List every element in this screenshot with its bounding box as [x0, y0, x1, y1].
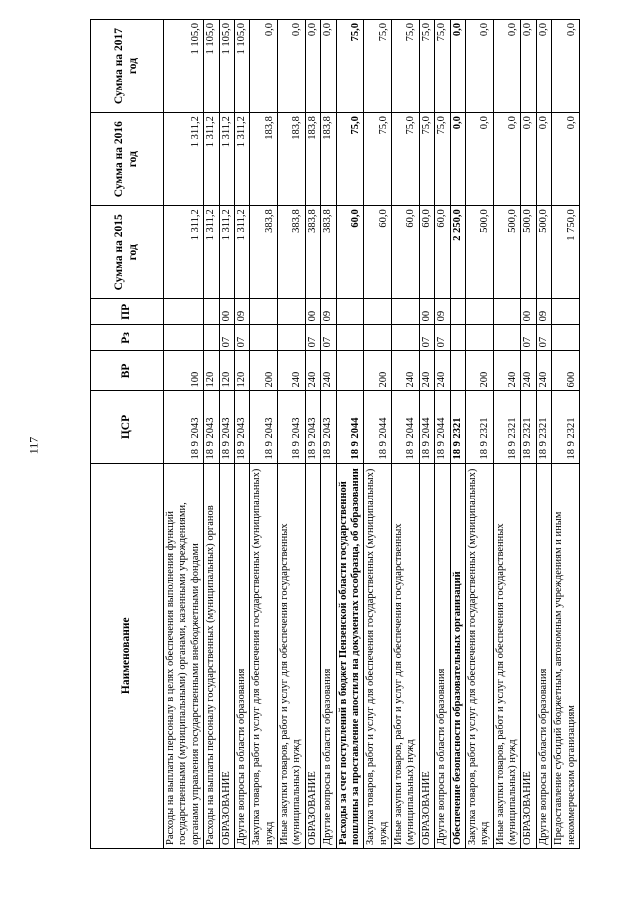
row-vr: 100 — [164, 351, 204, 391]
row-name: Другие вопросы в области образования — [536, 463, 551, 848]
row-csr: 18 9 2044 — [336, 391, 364, 463]
table-row — [419, 20, 434, 849]
row-pr: 09 — [234, 299, 249, 325]
row-sum-2016: 183,8 — [278, 113, 306, 206]
row-rz — [278, 325, 306, 351]
table-header-row — [91, 20, 164, 849]
row-rz: 07 — [521, 325, 536, 351]
table-row — [336, 20, 364, 849]
row-sum-2015: 500,0 — [521, 206, 536, 299]
table-row — [305, 20, 320, 849]
row-vr: 200 — [465, 351, 493, 391]
row-rz — [552, 325, 580, 351]
row-sum-2017: 0,0 — [321, 20, 336, 113]
table-row — [521, 20, 536, 849]
table-row — [204, 20, 219, 849]
row-sum-2016: 1 311,2 — [234, 113, 249, 206]
row-sum-2016: 75,0 — [435, 113, 450, 206]
row-rz — [164, 325, 204, 351]
row-sum-2015: 1 311,2 — [234, 206, 249, 299]
row-rz — [336, 325, 364, 351]
row-vr: 240 — [392, 351, 420, 391]
row-sum-2016: 183,8 — [250, 113, 278, 206]
header-2015: Сумма на 2015 год — [91, 206, 164, 299]
row-vr: 200 — [250, 351, 278, 391]
row-sum-2015: 500,0 — [536, 206, 551, 299]
row-csr: 18 9 2043 — [250, 391, 278, 463]
row-sum-2015: 383,8 — [250, 206, 278, 299]
header-2016: Сумма на 2016 год — [91, 113, 164, 206]
header-pr: ПР — [91, 299, 164, 325]
row-sum-2015: 1 311,2 — [164, 206, 204, 299]
row-sum-2017: 75,0 — [336, 20, 364, 113]
row-rz — [364, 325, 392, 351]
row-sum-2015: 60,0 — [392, 206, 420, 299]
row-rz: 07 — [419, 325, 434, 351]
row-name: Закупка товаров, работ и услуг для обеспечения государственных (муниципальных) нужд — [250, 463, 278, 848]
table-row — [321, 20, 336, 849]
row-sum-2017: 0,0 — [465, 20, 493, 113]
row-vr: 600 — [552, 351, 580, 391]
row-pr: 00 — [219, 299, 234, 325]
row-sum-2017: 0,0 — [305, 20, 320, 113]
row-name: ОБРАЗОВАНИЕ — [521, 463, 536, 848]
table-row — [536, 20, 551, 849]
row-sum-2015: 1 750,0 — [552, 206, 580, 299]
table-row — [450, 20, 465, 849]
row-sum-2016: 183,8 — [321, 113, 336, 206]
row-sum-2017: 0,0 — [536, 20, 551, 113]
row-sum-2017: 1 105,0 — [219, 20, 234, 113]
row-pr — [278, 299, 306, 325]
row-csr: 18 9 2321 — [521, 391, 536, 463]
row-csr: 18 9 2321 — [493, 391, 521, 463]
row-csr: 18 9 2321 — [465, 391, 493, 463]
row-sum-2015: 60,0 — [435, 206, 450, 299]
row-csr: 18 9 2043 — [204, 391, 219, 463]
row-sum-2017: 1 105,0 — [164, 20, 204, 113]
row-pr — [450, 299, 465, 325]
row-vr: 240 — [278, 351, 306, 391]
row-pr: 00 — [419, 299, 434, 325]
row-name: Расходы на выплаты персоналу государственных (муниципальных) органов — [204, 463, 219, 848]
row-pr — [493, 299, 521, 325]
table-row — [250, 20, 278, 849]
row-sum-2016: 75,0 — [336, 113, 364, 206]
row-name: Предоставление субсидий бюджетным, автономным учреждениям и иным некоммерческим организациям — [552, 463, 580, 848]
table-row — [278, 20, 306, 849]
row-sum-2016: 183,8 — [305, 113, 320, 206]
row-rz — [204, 325, 219, 351]
row-vr: 120 — [234, 351, 249, 391]
row-sum-2016: 75,0 — [392, 113, 420, 206]
header-csr: ЦСР — [91, 391, 164, 463]
row-pr — [465, 299, 493, 325]
row-name: Другие вопросы в области образования — [234, 463, 249, 848]
row-rz: 07 — [219, 325, 234, 351]
row-pr — [552, 299, 580, 325]
row-pr: 09 — [536, 299, 551, 325]
row-sum-2015: 2 250,0 — [450, 206, 465, 299]
row-rz — [450, 325, 465, 351]
row-pr — [364, 299, 392, 325]
row-sum-2015: 383,8 — [278, 206, 306, 299]
row-sum-2017: 75,0 — [419, 20, 434, 113]
rotated-table-wrapper — [90, 19, 610, 849]
budget-table — [90, 19, 580, 849]
row-rz: 07 — [536, 325, 551, 351]
row-sum-2016: 1 311,2 — [219, 113, 234, 206]
row-csr: 18 9 2044 — [419, 391, 434, 463]
row-csr: 18 9 2043 — [305, 391, 320, 463]
row-csr: 18 9 2043 — [321, 391, 336, 463]
row-vr: 240 — [435, 351, 450, 391]
table-row — [435, 20, 450, 849]
row-name: Иные закупки товаров, работ и услуг для обеспечения государственных (муниципальных) нужд — [278, 463, 306, 848]
row-vr — [336, 351, 364, 391]
row-sum-2015: 1 311,2 — [204, 206, 219, 299]
row-sum-2016: 1 311,2 — [164, 113, 204, 206]
row-rz — [392, 325, 420, 351]
row-pr — [392, 299, 420, 325]
row-sum-2017: 1 105,0 — [234, 20, 249, 113]
row-name: ОБРАЗОВАНИЕ — [219, 463, 234, 848]
row-sum-2015: 500,0 — [465, 206, 493, 299]
row-sum-2017: 0,0 — [493, 20, 521, 113]
row-rz — [465, 325, 493, 351]
row-name: ОБРАЗОВАНИЕ — [419, 463, 434, 848]
row-vr: 120 — [219, 351, 234, 391]
row-sum-2016: 0,0 — [493, 113, 521, 206]
row-sum-2017: 0,0 — [552, 20, 580, 113]
table-row — [493, 20, 521, 849]
row-vr: 240 — [536, 351, 551, 391]
row-name: ОБРАЗОВАНИЕ — [305, 463, 320, 848]
row-name: Закупка товаров, работ и услуг для обеспечения государственных (муниципальных) нужд — [465, 463, 493, 848]
row-rz: 07 — [234, 325, 249, 351]
row-csr: 18 9 2321 — [552, 391, 580, 463]
row-sum-2016: 0,0 — [552, 113, 580, 206]
header-2017: Сумма на 2017 год — [91, 20, 164, 113]
table-row — [364, 20, 392, 849]
row-vr: 120 — [204, 351, 219, 391]
row-pr: 09 — [321, 299, 336, 325]
table-row — [392, 20, 420, 849]
row-name: Закупка товаров, работ и услуг для обеспечения государственных (муниципальных) нужд — [364, 463, 392, 848]
header-vr: ВР — [91, 351, 164, 391]
row-sum-2017: 75,0 — [435, 20, 450, 113]
row-sum-2015: 1 311,2 — [219, 206, 234, 299]
row-sum-2017: 1 105,0 — [204, 20, 219, 113]
row-sum-2015: 383,8 — [305, 206, 320, 299]
row-vr: 240 — [521, 351, 536, 391]
row-csr: 18 9 2044 — [435, 391, 450, 463]
row-sum-2016: 0,0 — [536, 113, 551, 206]
row-pr: 00 — [521, 299, 536, 325]
row-vr: 240 — [305, 351, 320, 391]
row-sum-2016: 1 311,2 — [204, 113, 219, 206]
row-pr — [164, 299, 204, 325]
row-csr: 18 9 2044 — [364, 391, 392, 463]
row-sum-2016: 75,0 — [364, 113, 392, 206]
row-rz: 07 — [321, 325, 336, 351]
row-sum-2016: 75,0 — [419, 113, 434, 206]
row-rz: 07 — [435, 325, 450, 351]
row-sum-2017: 0,0 — [250, 20, 278, 113]
row-sum-2015: 500,0 — [493, 206, 521, 299]
row-name: Другие вопросы в области образования — [321, 463, 336, 848]
row-csr: 18 9 2321 — [450, 391, 465, 463]
row-pr — [204, 299, 219, 325]
row-csr: 18 9 2044 — [392, 391, 420, 463]
row-sum-2016: 0,0 — [521, 113, 536, 206]
header-rz: Рз — [91, 325, 164, 351]
row-sum-2015: 60,0 — [364, 206, 392, 299]
row-rz: 07 — [305, 325, 320, 351]
row-pr — [336, 299, 364, 325]
row-sum-2016: 0,0 — [450, 113, 465, 206]
row-name: Иные закупки товаров, работ и услуг для обеспечения государственных (муниципальных) нужд — [392, 463, 420, 848]
page-number: 117 — [26, 436, 41, 455]
row-csr: 18 9 2043 — [278, 391, 306, 463]
row-sum-2015: 60,0 — [336, 206, 364, 299]
table-row — [164, 20, 204, 849]
row-vr — [450, 351, 465, 391]
row-vr: 240 — [493, 351, 521, 391]
budget-table-region — [90, 19, 610, 849]
row-rz — [493, 325, 521, 351]
table-row — [219, 20, 234, 849]
row-sum-2017: 75,0 — [364, 20, 392, 113]
row-rz — [250, 325, 278, 351]
row-sum-2015: 60,0 — [419, 206, 434, 299]
row-pr: 00 — [305, 299, 320, 325]
row-sum-2017: 0,0 — [278, 20, 306, 113]
row-csr: 18 9 2043 — [164, 391, 204, 463]
row-sum-2017: 0,0 — [521, 20, 536, 113]
row-name: Обеспечение безопасности образовательных организаций — [450, 463, 465, 848]
row-pr — [250, 299, 278, 325]
row-name: Другие вопросы в области образования — [435, 463, 450, 848]
row-pr: 09 — [435, 299, 450, 325]
table-body — [164, 20, 580, 849]
table-row — [234, 20, 249, 849]
row-name: Расходы на выплаты персоналу в целях обеспечения выполнения функций государственными (муниципальными) органами, казенными учреждениями, органами управления государственными внебюджетными фондами — [164, 463, 204, 848]
row-sum-2017: 75,0 — [392, 20, 420, 113]
row-vr: 240 — [419, 351, 434, 391]
table-row — [465, 20, 493, 849]
row-vr: 240 — [321, 351, 336, 391]
row-sum-2016: 0,0 — [465, 113, 493, 206]
header-name: Наименование — [91, 463, 164, 848]
row-vr: 200 — [364, 351, 392, 391]
row-name: Расходы за счет поступлений в бюджет Пензенской области государственной пошлины за проставление апостиля на документах гособразца, об образовании — [336, 463, 364, 848]
table-row — [552, 20, 580, 849]
row-name: Иные закупки товаров, работ и услуг для обеспечения государственных (муниципальных) нужд — [493, 463, 521, 848]
row-sum-2017: 0,0 — [450, 20, 465, 113]
row-sum-2015: 383,8 — [321, 206, 336, 299]
row-csr: 18 9 2321 — [536, 391, 551, 463]
row-csr: 18 9 2043 — [219, 391, 234, 463]
row-csr: 18 9 2043 — [234, 391, 249, 463]
